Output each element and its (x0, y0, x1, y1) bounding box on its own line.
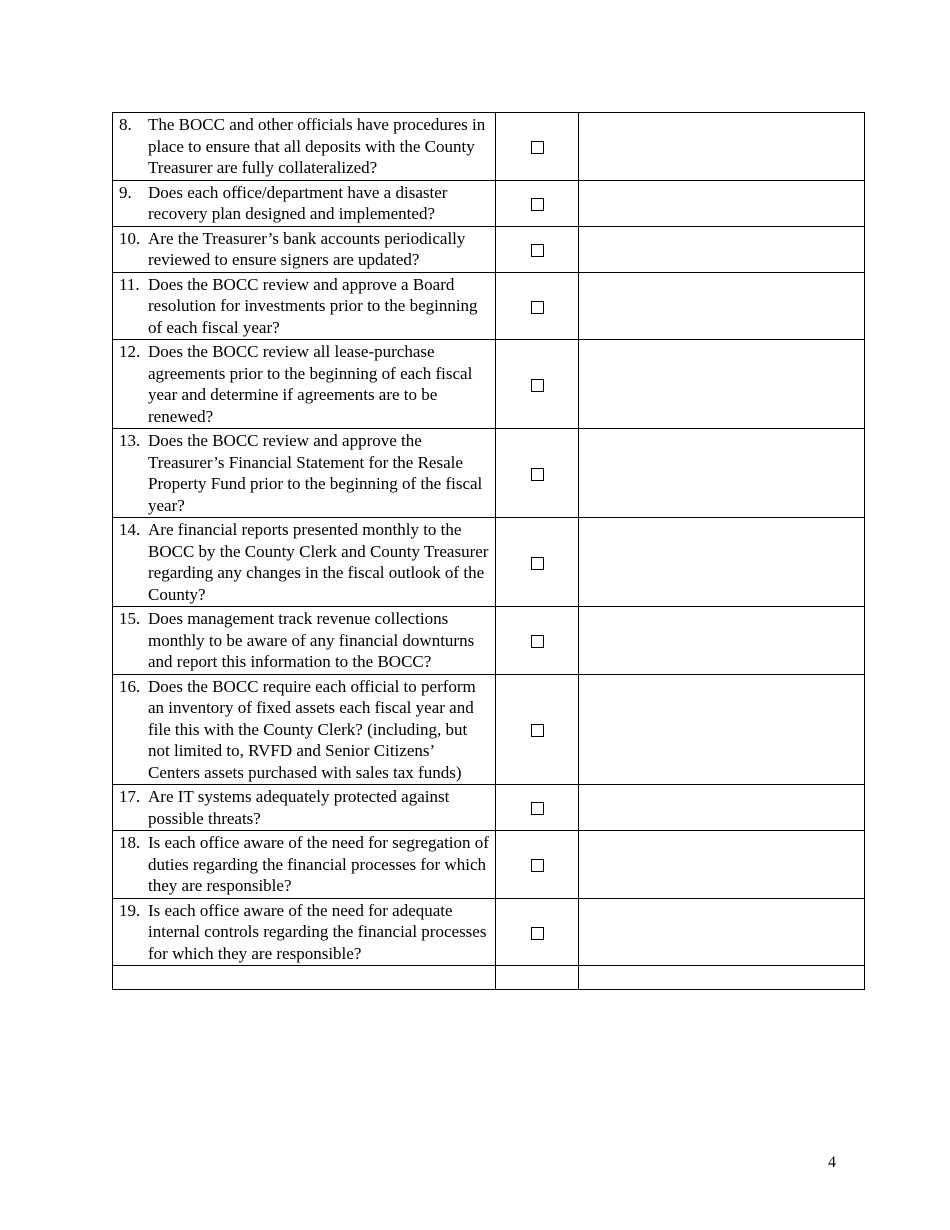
checkbox[interactable] (531, 635, 544, 648)
question-text: Are financial reports presented monthly to the BOCC by the County Clerk and County Treasurer regarding any changes in the fiscal outlook of the County? (148, 520, 489, 604)
question-cell (113, 429, 496, 518)
question-cell (113, 607, 496, 675)
checkbox-cell (496, 607, 579, 675)
checkbox-cell (496, 272, 579, 340)
checkbox[interactable] (531, 468, 544, 481)
empty-row (113, 966, 865, 990)
question-number: 9. (119, 182, 132, 202)
notes-cell[interactable] (579, 429, 865, 518)
notes-cell[interactable] (579, 607, 865, 675)
question-number: 8. (119, 115, 132, 134)
notes-cell[interactable] (579, 674, 865, 785)
question-cell (113, 113, 496, 181)
question-number: 11. (119, 274, 140, 294)
question-cell (113, 226, 496, 272)
checkbox-cell (496, 831, 579, 899)
checklist-table (112, 112, 865, 990)
checkbox[interactable] (531, 379, 544, 392)
question-cell (113, 674, 496, 785)
checkbox[interactable] (531, 927, 544, 940)
page-number: 4 (828, 1154, 836, 1171)
checklist-row (113, 831, 865, 899)
notes-cell[interactable] (579, 113, 865, 181)
question-text: Does management track revenue collections monthly to be aware of any financial downturns and report this information to the BOCC? (148, 609, 475, 671)
checklist-row (113, 113, 865, 181)
empty-question-cell (113, 966, 496, 990)
checklist-body (113, 113, 865, 990)
question-text: Does each office/department have a disaster recovery plan designed and implemented? (148, 182, 448, 223)
checkbox-cell (496, 898, 579, 966)
question-number: 14. (119, 520, 141, 539)
question-text: Does the BOCC require each official to perform an inventory of fixed assets each fiscal year and file this with the County Clerk? (including, but not limited to, RVFD and Senior Citizens’ Centers assets purchased with sales tax funds) (148, 676, 476, 782)
checklist-row (113, 785, 865, 831)
checklist-row (113, 272, 865, 340)
checkbox-cell (496, 226, 579, 272)
checklist-row (113, 674, 865, 785)
question-number: 15. (119, 609, 141, 628)
question-text: Does the BOCC review and approve a Board resolution for investments prior to the beginning of each fiscal year? (148, 274, 478, 337)
checkbox[interactable] (531, 802, 544, 815)
question-number: 12. (119, 342, 141, 361)
notes-cell[interactable] (579, 518, 865, 607)
checkbox[interactable] (531, 557, 544, 570)
checkbox-cell (496, 674, 579, 785)
question-number: 10. (119, 228, 141, 248)
checkbox[interactable] (531, 141, 544, 154)
checklist-row (113, 226, 865, 272)
checkbox[interactable] (531, 198, 544, 211)
question-number: 13. (119, 431, 141, 450)
question-cell (113, 272, 496, 340)
question-number: 18. (119, 833, 141, 852)
notes-cell[interactable] (579, 785, 865, 831)
checkbox-cell (496, 518, 579, 607)
question-number: 17. (119, 787, 141, 806)
question-cell (113, 340, 496, 429)
checklist-row (113, 340, 865, 429)
question-number: 19. (119, 900, 141, 920)
question-text: Does the BOCC review and approve the Treasurer’s Financial Statement for the Resale Property Fund prior to the beginning of the fiscal year? (148, 431, 483, 515)
checklist-row (113, 898, 865, 966)
question-number: 16. (119, 676, 141, 696)
notes-cell[interactable] (579, 340, 865, 429)
question-text: Does the BOCC review all lease-purchase agreements prior to the beginning of each fiscal year and determine if agreements are to be renewed? (148, 342, 473, 426)
checklist-row (113, 180, 865, 226)
question-cell (113, 518, 496, 607)
checkbox-cell (496, 429, 579, 518)
question-cell (113, 785, 496, 831)
question-text: Are the Treasurer’s bank accounts periodically reviewed to ensure signers are updated? (148, 228, 466, 269)
notes-cell[interactable] (579, 272, 865, 340)
checkbox-cell (496, 180, 579, 226)
notes-cell[interactable] (579, 180, 865, 226)
empty-checkbox-cell (496, 966, 579, 990)
checkbox[interactable] (531, 724, 544, 737)
checkbox-cell (496, 785, 579, 831)
question-text: Is each office aware of the need for segregation of duties regarding the financial processes for which they are responsible? (148, 833, 489, 895)
checkbox[interactable] (531, 301, 544, 314)
question-cell (113, 898, 496, 966)
question-text: Are IT systems adequately protected against possible threats? (148, 787, 450, 828)
checkbox-cell (496, 113, 579, 181)
question-text: Is each office aware of the need for adequate internal controls regarding the financial processes for which they are responsible? (148, 900, 487, 963)
checkbox[interactable] (531, 244, 544, 257)
checkbox-cell (496, 340, 579, 429)
checklist-row (113, 429, 865, 518)
notes-cell[interactable] (579, 831, 865, 899)
question-cell (113, 180, 496, 226)
notes-cell[interactable] (579, 226, 865, 272)
checklist-row (113, 518, 865, 607)
question-text: The BOCC and other officials have procedures in place to ensure that all deposits with the County Treasurer are fully collateralized? (148, 115, 486, 177)
checkbox[interactable] (531, 859, 544, 872)
checklist-row (113, 607, 865, 675)
question-cell (113, 831, 496, 899)
empty-notes-cell[interactable] (579, 966, 865, 990)
notes-cell[interactable] (579, 898, 865, 966)
